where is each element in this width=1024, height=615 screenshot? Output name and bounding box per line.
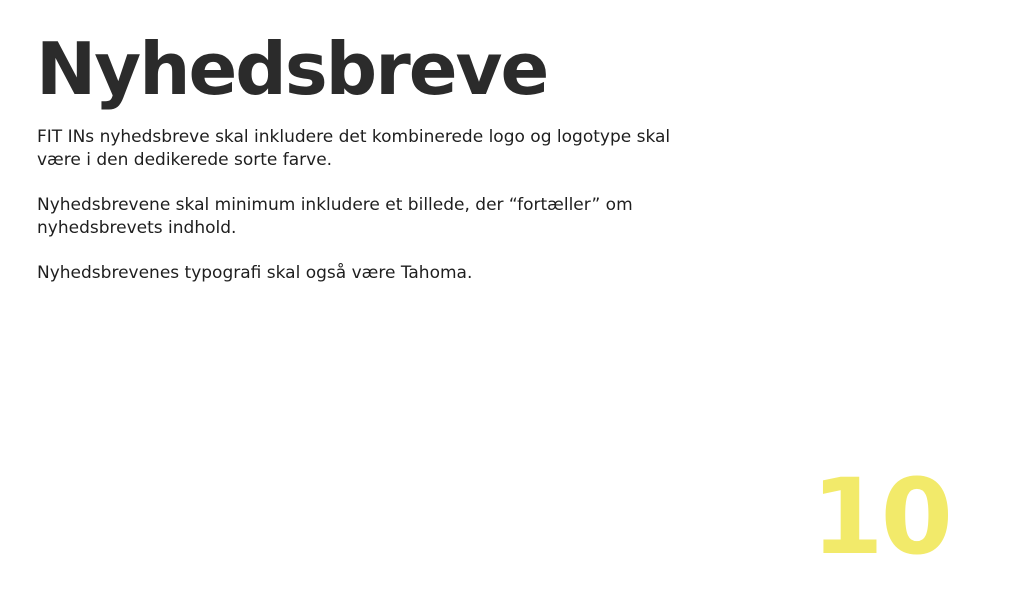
page-number: 10: [811, 456, 950, 578]
paragraph-typography: Nyhedsbrevenes typografi skal også være Tahoma.: [37, 263, 473, 283]
paragraph-logo: FIT INs nyhedsbreve skal inkludere det kombinerede logo og logotype skal være i den dedikerede sorte farve.: [37, 127, 671, 170]
page-title: Nyhedsbreve: [36, 27, 548, 111]
body-text: [37, 126, 737, 307]
paragraph-image: Nyhedsbrevene skal minimum inkludere et billede, der “fortæller” om nyhedsbrevets indhold.: [37, 195, 633, 238]
